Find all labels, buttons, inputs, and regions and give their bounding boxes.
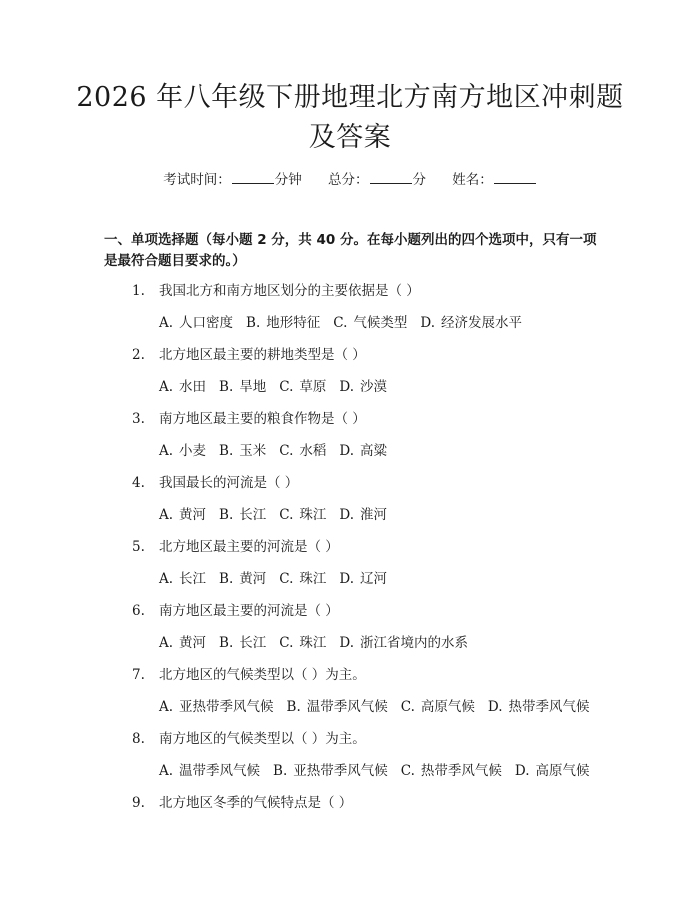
answer-option[interactable] <box>219 442 266 460</box>
question-item <box>104 730 664 794</box>
question-number: 5. <box>132 539 145 555</box>
question-text: 南方地区最主要的粮食作物是（ ） <box>159 411 366 427</box>
question-options <box>159 442 400 460</box>
question-text: 北方地区最主要的耕地类型是（ ） <box>159 347 366 363</box>
answer-option[interactable] <box>339 506 387 524</box>
option-text: 人口密度 <box>179 315 234 331</box>
question-number: 9. <box>132 795 145 811</box>
question-item <box>104 474 664 538</box>
answer-option[interactable] <box>339 570 387 588</box>
question-list <box>104 282 664 858</box>
option-text: 珠江 <box>299 571 327 587</box>
option-letter: A. <box>159 635 174 651</box>
question-item <box>104 666 664 730</box>
option-letter: D. <box>339 443 355 459</box>
student-name-blank[interactable] <box>494 171 536 184</box>
answer-option[interactable] <box>333 314 407 332</box>
option-letter: A. <box>159 699 174 715</box>
answer-option[interactable] <box>159 314 233 332</box>
option-letter: C. <box>400 763 415 779</box>
answer-option[interactable] <box>219 570 266 588</box>
option-text: 热带季风气候 <box>508 699 590 715</box>
answer-option[interactable] <box>515 762 590 780</box>
option-text: 草原 <box>299 379 327 395</box>
option-letter: D. <box>487 699 503 715</box>
question-number: 1. <box>132 283 145 299</box>
answer-option[interactable] <box>159 378 206 396</box>
student-name <box>452 168 537 188</box>
option-letter: C. <box>279 507 294 523</box>
option-text: 玉米 <box>239 443 267 459</box>
option-text: 温带季风气候 <box>306 699 388 715</box>
question-number: 7. <box>132 667 145 683</box>
option-letter: B. <box>219 379 234 395</box>
answer-option[interactable] <box>159 442 206 460</box>
option-text: 亚热带季风气候 <box>293 763 388 779</box>
option-letter: C. <box>400 699 415 715</box>
question-item <box>104 538 664 602</box>
question-options <box>159 698 603 716</box>
option-text: 气候类型 <box>353 315 408 331</box>
option-letter: A. <box>159 763 174 779</box>
option-letter: C. <box>279 443 294 459</box>
option-letter: B. <box>246 315 261 331</box>
option-letter: D. <box>339 507 355 523</box>
option-letter: D. <box>339 379 355 395</box>
total-score-blank[interactable] <box>370 171 412 184</box>
title-line-1: 2026 年八年级下册地理北方南方地区冲刺题 <box>76 82 624 113</box>
answer-option[interactable] <box>159 698 274 716</box>
option-text: 高粱 <box>360 443 388 459</box>
question-number: 6. <box>132 603 145 619</box>
option-letter: D. <box>339 571 355 587</box>
option-letter: D. <box>339 635 355 651</box>
answer-option[interactable] <box>279 506 326 524</box>
exam-time-label: 考试时间： <box>163 172 231 188</box>
answer-option[interactable] <box>219 506 266 524</box>
question-number: 2. <box>132 347 145 363</box>
option-text: 长江 <box>179 571 207 587</box>
option-letter: B. <box>273 763 288 779</box>
answer-option[interactable] <box>159 570 206 588</box>
option-text: 淮河 <box>360 507 388 523</box>
option-letter: D. <box>420 315 436 331</box>
option-text: 水田 <box>179 379 207 395</box>
question-item <box>104 602 664 666</box>
option-text: 沙漠 <box>360 379 388 395</box>
option-text: 辽河 <box>360 571 388 587</box>
option-text: 小麦 <box>179 443 207 459</box>
answer-option[interactable] <box>219 634 266 652</box>
answer-option[interactable] <box>159 634 206 652</box>
question-options <box>159 570 400 588</box>
question-item <box>104 410 664 474</box>
answer-option[interactable] <box>420 314 522 332</box>
answer-option[interactable] <box>279 634 326 652</box>
question-text: 北方地区的气候类型以（ ）为主。 <box>159 667 366 683</box>
question-text: 我国北方和南方地区划分的主要依据是（ ） <box>159 283 420 299</box>
question-options <box>159 378 400 396</box>
option-text: 地形特征 <box>266 315 321 331</box>
option-text: 长江 <box>239 507 267 523</box>
option-text: 黄河 <box>239 571 267 587</box>
option-letter: B. <box>219 507 234 523</box>
option-text: 黄河 <box>179 635 207 651</box>
option-letter: B. <box>286 699 301 715</box>
answer-option[interactable] <box>339 634 468 652</box>
question-options <box>159 314 535 332</box>
section-heading-line-1: 一、单项选择题（每小题 2 分，共 40 分。在每小题列出的四个选项中，只有一项 <box>104 232 597 248</box>
question-number: 4. <box>132 475 145 491</box>
option-text: 长江 <box>239 635 267 651</box>
question-options <box>159 762 603 780</box>
question-item <box>104 346 664 410</box>
option-letter: C. <box>279 379 294 395</box>
option-letter: A. <box>159 443 174 459</box>
option-text: 温带季风气候 <box>179 763 261 779</box>
total-score <box>328 168 426 188</box>
question-text: 南方地区的气候类型以（ ）为主。 <box>159 731 366 747</box>
option-letter: B. <box>219 443 234 459</box>
question-text: 我国最长的河流是（ ） <box>159 475 299 491</box>
answer-option[interactable] <box>279 378 326 396</box>
option-letter: A. <box>159 571 174 587</box>
question-number: 3. <box>132 411 145 427</box>
question-text: 南方地区最主要的河流是（ ） <box>159 603 339 619</box>
option-text: 黄河 <box>179 507 207 523</box>
option-text: 珠江 <box>299 507 327 523</box>
answer-option[interactable] <box>488 698 590 716</box>
option-letter: A. <box>159 315 174 331</box>
answer-option[interactable] <box>401 762 502 780</box>
question-options <box>159 506 400 524</box>
option-letter: B. <box>219 635 234 651</box>
question-text: 北方地区最主要的河流是（ ） <box>159 539 339 555</box>
exam-time-unit: 分钟 <box>274 172 302 188</box>
option-text: 珠江 <box>299 635 327 651</box>
total-score-unit: 分 <box>412 172 426 188</box>
option-letter: B. <box>219 571 234 587</box>
option-letter: D. <box>514 763 530 779</box>
option-letter: C. <box>279 571 294 587</box>
answer-option[interactable] <box>159 762 260 780</box>
answer-option[interactable] <box>401 698 475 716</box>
option-text: 水稻 <box>299 443 327 459</box>
answer-option[interactable] <box>273 762 388 780</box>
question-options <box>159 634 481 652</box>
answer-option[interactable] <box>287 698 388 716</box>
option-text: 热带季风气候 <box>420 763 502 779</box>
question-item <box>104 282 664 346</box>
option-text: 高原气候 <box>420 699 475 715</box>
section-heading <box>104 230 604 272</box>
option-letter: C. <box>333 315 348 331</box>
exam-time <box>163 168 302 188</box>
student-name-label: 姓名： <box>452 172 493 188</box>
option-text: 亚热带季风气候 <box>179 699 274 715</box>
option-letter: A. <box>159 507 174 523</box>
answer-option[interactable] <box>246 314 320 332</box>
question-number: 8. <box>132 731 145 747</box>
option-letter: A. <box>159 379 174 395</box>
answer-option[interactable] <box>279 570 326 588</box>
question-item <box>104 794 664 858</box>
answer-option[interactable] <box>159 506 206 524</box>
section-heading-line-2: 是最符合题目要求的。） <box>104 253 246 269</box>
answer-option[interactable] <box>339 442 387 460</box>
option-text: 旱地 <box>239 379 267 395</box>
answer-option[interactable] <box>339 378 387 396</box>
exam-info <box>0 168 700 188</box>
total-score-label: 总分： <box>328 172 369 188</box>
option-letter: C. <box>279 635 294 651</box>
option-text: 高原气候 <box>535 763 590 779</box>
title-line-2: 及答案 <box>308 122 392 153</box>
exam-time-blank[interactable] <box>232 171 274 184</box>
page-title <box>0 78 700 158</box>
option-text: 经济发展水平 <box>441 315 523 331</box>
answer-option[interactable] <box>219 378 266 396</box>
answer-option[interactable] <box>279 442 326 460</box>
option-text: 浙江省境内的水系 <box>360 635 469 651</box>
question-text: 北方地区冬季的气候特点是（ ） <box>159 795 353 811</box>
